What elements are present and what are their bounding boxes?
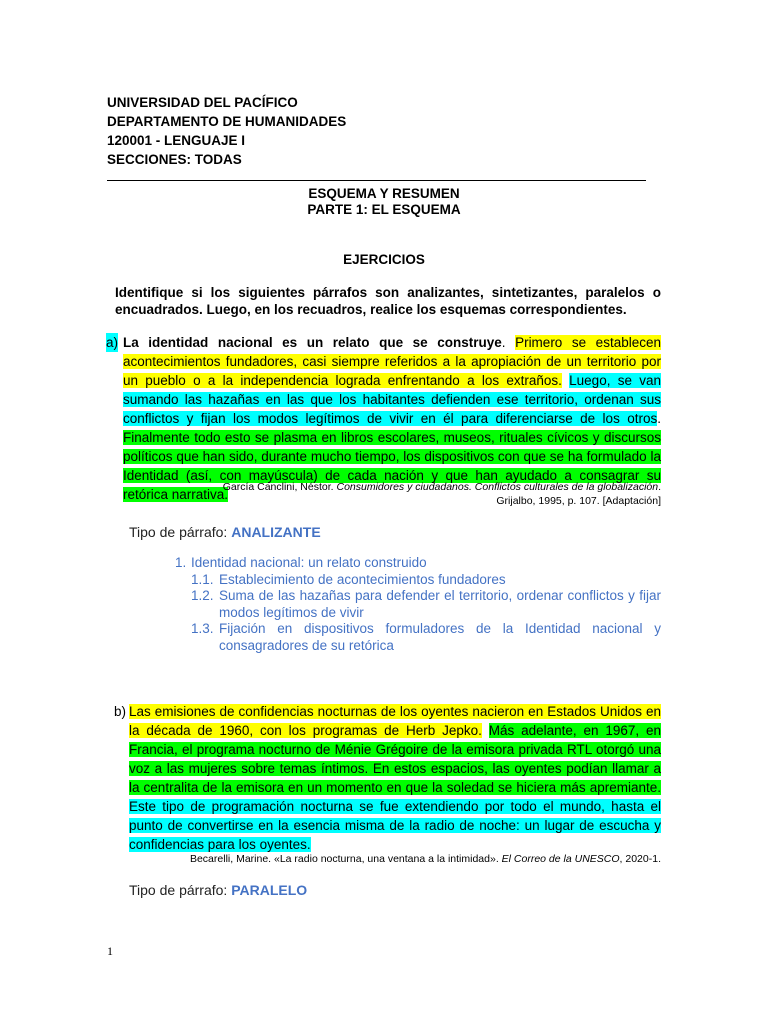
paragraph-b-sentence-2: Más adelante, en 1967, en Francia, el programa nocturno de Ménie Grégoire de la emisora privada RTL otorgó una voz a las mujeres sobre temas íntimos. En estos espacios, las oyentes podían llamar a la centralita de la emisora en un momento en que la soledad se hiciera más apremiante. [129, 723, 661, 795]
paragraph-a-sentence-1: Primero se establecen acontecimientos fundadores, casi siempre referidos a la apropiación de un territorio por un pueblo o a la independencia lograda enfrentando a los extraños. [123, 335, 661, 388]
outline-item-1: 1. Identidad nacional: un relato construido [175, 555, 427, 570]
esquema-outline [175, 555, 661, 654]
paragraph-a-type-value: ANALIZANTE [231, 524, 321, 540]
paragraph-b-sentence-1: Las emisiones de confidencias nocturnas de los oyentes nacieron en Estados Unidos en la década de 1960, con los programas de Herb Jepko. [129, 704, 661, 738]
document-header [107, 93, 346, 169]
paragraph-b-label: b) [114, 704, 127, 719]
title-line-1: ESQUEMA Y RESUMEN [308, 186, 460, 201]
citation-a-title: Consumidores y ciudadanos. Conflictos culturales de la globalización [336, 481, 659, 493]
document-title [107, 186, 661, 218]
page-number: 1 [107, 944, 113, 958]
paragraph-a-sentence-2: Luego, se van sumando las hazañas en las que los habitantes defienden ese territorio, ordenan sus conflictos y fijan los modos legítimos de vivir en él para diferenciarse de los otros [123, 373, 661, 426]
paragraph-b-citation: Becarelli, Marine. «La radio nocturna, una ventana a la intimidad». El Correo de la UNESCO, 2020-1. [189, 853, 661, 865]
header-divider [107, 180, 646, 181]
paragraph-a-label: a) [106, 335, 119, 350]
paragraph-b-type: Tipo de párrafo: PARALELO [129, 882, 308, 898]
header-university: UNIVERSIDAD DEL PACÍFICO [107, 95, 298, 110]
paragraph-a: La identidad nacional es un relato que se construye. Primero se establecen acontecimientos fundadores, casi siempre referidos a la apropiación de un territorio por un pueblo o a la independencia lograda enfrentando a los extraños. Luego, se van sumando las hazañas en las que los habitantes defienden ese territorio, ordenan sus conflictos y fijan los modos legítimos de vivir en él para diferenciarse de los otros. Finalmente todo esto se plasma en libros escolares, museos, rituales cívicos y discursos políticos que han sido, durante mucho tiempo, los dispositivos con que se ha formulado la Identidad (así, con mayúscula) de cada nación y que han ayudado a consagrar su retórica narrativa. [123, 335, 661, 502]
section-title: EJERCICIOS [343, 252, 425, 267]
outline-item-1-2: 1.2. Suma de las hazañas para defender el territorio, ordenar conflictos y fijar modos legítimos de vivir [191, 588, 661, 620]
paragraph-b-type-value: PARALELO [231, 882, 308, 898]
paragraph-a-citation: García Canclini, Néstor. Consumidores y ciudadanos. Conflictos culturales de la globalización. Grijalbo, 1995, p. 107. [Adaptación] [222, 481, 661, 507]
outline-item-1-3: 1.3. Fijación en dispositivos formuladores de la Identidad nacional y consagradores de su retórica [191, 621, 661, 653]
paragraph-a-type: Tipo de párrafo: ANALIZANTE [129, 524, 321, 540]
header-course: 120001 - LENGUAJE I [107, 133, 246, 148]
paragraph-a-topic: La identidad nacional es un relato que se construye [123, 335, 502, 350]
instructions-text: Identifique si los siguientes párrafos son analizantes, sintetizantes, paralelos o encuadrados. Luego, en los recuadros, realice los esquemas correspondientes. [115, 285, 661, 317]
header-department: DEPARTAMENTO DE HUMANIDADES [107, 114, 347, 129]
paragraph-b [129, 702, 661, 854]
title-line-2: PARTE 1: EL ESQUEMA [307, 202, 461, 217]
paragraph-a-sentence-3: Finalmente todo esto se plasma en libros escolares, museos, rituales cívicos y discursos políticos que han sido, durante mucho tiempo, los dispositivos con que se ha formulado la Identidad (así, con mayúscula) de cada nación y que han ayudado a consagrar su retórica narrativa. [123, 430, 661, 502]
paragraph-b-sentence-3: Este tipo de programación nocturna se fue extendiendo por todo el mundo, hasta el punto de convertirse en la esencia misma de la radio de noche: un lugar de escucha y confidencias para los oyentes. [129, 799, 661, 852]
header-sections: SECCIONES: TODAS [107, 152, 242, 167]
citation-b-title: El Correo de la UNESCO [501, 853, 620, 865]
outline-item-1-1: 1.1. Establecimiento de acontecimientos fundadores [191, 571, 506, 587]
